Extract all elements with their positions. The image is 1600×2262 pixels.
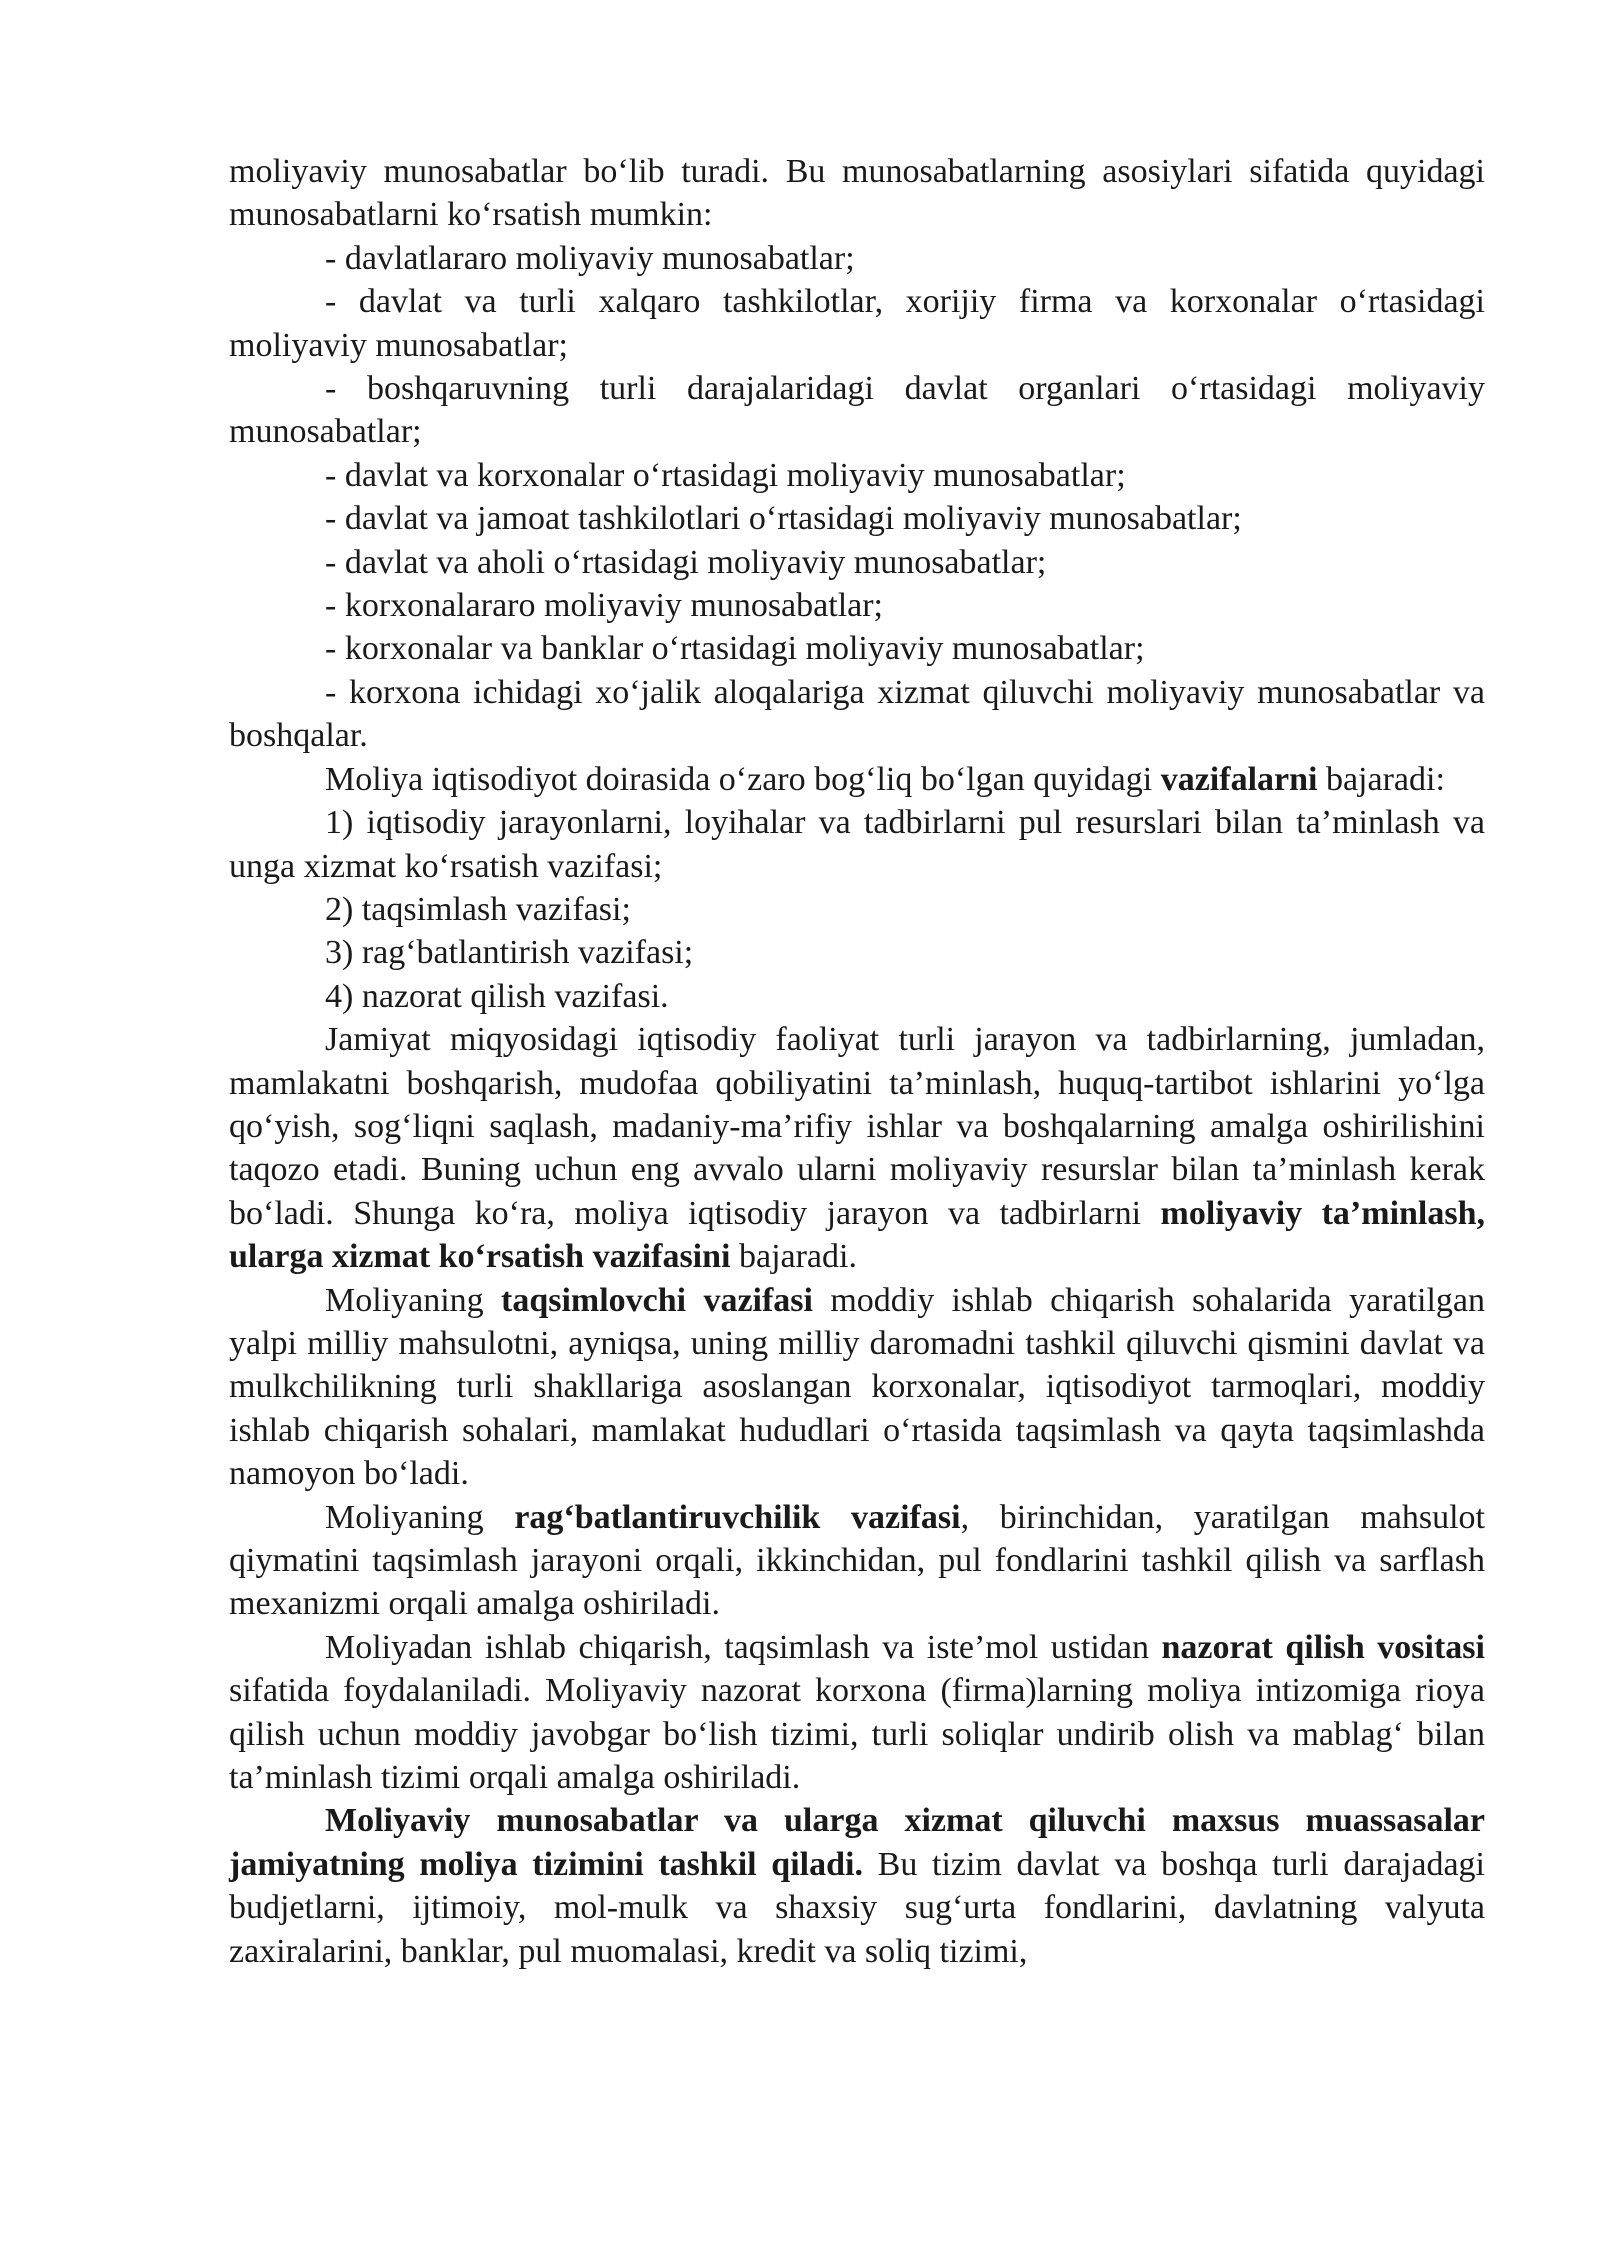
document-page: [229, 150, 1485, 1973]
list-item: - boshqaruvning turli darajalaridagi davlat organlari o‘rtasidagi moliyaviy munosabatlar;: [229, 370, 1485, 451]
list-item: - davlat va korxonalar o‘rtasidagi moliyaviy munosabatlar;: [325, 456, 1126, 494]
paragraph: [229, 1018, 1485, 1278]
list-item: - korxonalararo moliyaviy munosabatlar;: [325, 587, 883, 625]
paragraph-text: Jamiyat miqyosidagi iqtisodiy faoliyat turli jarayon va tadbirlarning, jumladan, mamlakatni boshqarish, mudofaa qobiliyatini ta’minlash, huquq-tartibot ishlarini yo‘lga qo‘yish, sog‘liqni saqlash, madaniy-ma’rifiy ishlar va boshqalarning amalga oshirilishini taqozo etadi. Buning uchun eng avvalo ularni moliyaviy resurslar bilan ta’minlash kerak bo‘ladi. Shunga ko‘ra, moliya iqtisodiy jarayon va tadbirlarni: [229, 1021, 1485, 1232]
paragraph: [229, 758, 1485, 801]
list-item: - davlat va turli xalqaro tashkilotlar, xorijiy firma va korxonalar o‘rtasidagi moliyaviy munosabatlar;: [229, 283, 1485, 364]
paragraph-text: sifatida foydalaniladi. Moliyaviy nazorat korxona (firma)larning moliya intizomiga rioya qilish uchun moddiy javobgar bo‘lish tizimi, turli soliqlar undirib olish va mablag‘ bilan ta’minlash tizimi orqali amalga oshiriladi.: [229, 1672, 1485, 1797]
bold-term: nazorat qilish vositasi: [1161, 1628, 1485, 1666]
list-item: - davlat va aholi o‘rtasidagi moliyaviy munosabatlar;: [325, 543, 1047, 581]
bold-term: Moliyaviy munosabatlar va ularga xizmat qiluvchi maxsus muassasalar jamiyatning moliya tizimini tashkil qiladi.: [229, 1802, 1485, 1883]
list-item: 2) taqsimlash vazifasi;: [325, 890, 631, 928]
paragraph: [229, 1496, 1485, 1626]
paragraph-text: bajaradi.: [730, 1238, 857, 1276]
bold-term: vazifalarni: [1160, 760, 1318, 798]
list-item: - davlat va jamoat tashkilotlari o‘rtasidagi moliyaviy munosabatlar;: [325, 500, 1242, 538]
list-item: 1) iqtisodiy jarayonlarni, loyihalar va tadbirlarni pul resurslari bilan ta’minlash va unga xizmat ko‘rsatish vazifasi;: [229, 804, 1485, 885]
list-item: - korxona ichidagi xo‘jalik aloqalariga xizmat qiluvchi moliyaviy munosabatlar va boshqalar.: [229, 673, 1485, 755]
paragraph-text: , birinchidan, yaratilgan mahsulot qiymatini taqsimlash jarayoni orqali, ikkinchidan, pul fondlarini tashkil qilish va sarflash mexanizmi orqali amalga oshiriladi.: [229, 1498, 1485, 1623]
bold-term: taqsimlovchi vazifasi: [501, 1281, 813, 1319]
list-item: - davlatlararo moliyaviy munosabatlar;: [325, 239, 855, 277]
bold-term: rag‘batlantiruvchilik vazifasi: [514, 1498, 961, 1536]
paragraph: moliyaviy munosabatlar bo‘lib turadi. Bu munosabatlarning asosiylari sifatida quyidagi munosabatlarni ko‘rsatish mumkin:: [229, 153, 1485, 234]
paragraph: [229, 1279, 1485, 1496]
paragraph: [229, 1799, 1485, 1973]
list-item: - korxonalar va banklar o‘rtasidagi moliyaviy munosabatlar;: [325, 630, 1145, 668]
list-item: 4) nazorat qilish vazifasi.: [325, 977, 669, 1015]
paragraph-text: Moliyaning: [325, 1498, 515, 1536]
paragraph-text: bajaradi:: [1317, 760, 1445, 798]
bold-term: moliyaviy ta’minlash, ularga xizmat ko‘rsatish vazifasini: [229, 1194, 1486, 1276]
paragraph-text: Moliyaning: [325, 1281, 501, 1319]
paragraph-text: moddiy ishlab chiqarish sohalarida yaratilgan yalpi milliy mahsulotni, ayniqsa, uning milliy daromadni tashkil qiluvchi qismini davlat va mulkchilikning turli shakllariga asoslangan korxonalar, iqtisodiyot tarmoqlari, moddiy ishlab chiqarish sohalari, mamlakat hududlari o‘rtasida taqsimlash va qayta taqsimlashda namoyon bo‘ladi.: [229, 1281, 1486, 1493]
paragraph-text: Bu tizim davlat va boshqa turli darajadagi budjetlarni, ijtimoiy, mol-mulk va shaxsiy sug‘urta fondlarini, davlatning valyuta zaxiralarini, banklar, pul muomalasi, kredit va soliq tizimi,: [229, 1845, 1486, 1970]
paragraph-text: Moliya iqtisodiyot doirasida o‘zaro bog‘liq bo‘lgan quyidagi: [325, 760, 1161, 798]
list-item: 3) rag‘batlantirish vazifasi;: [325, 934, 694, 972]
paragraph: [229, 1626, 1485, 1800]
paragraph-text: Moliyadan ishlab chiqarish, taqsimlash va iste’mol ustidan: [325, 1628, 1162, 1666]
